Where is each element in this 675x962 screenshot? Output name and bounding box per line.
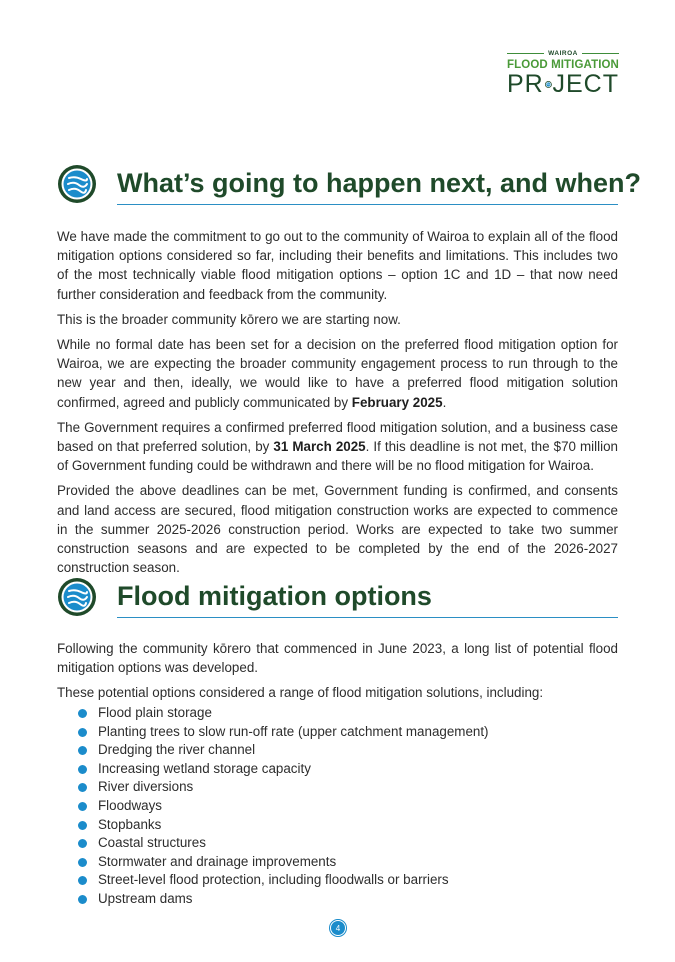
- list-item: Upstream dams: [78, 890, 489, 909]
- list-item: Dredging the river channel: [78, 741, 489, 760]
- section-heading-options: [57, 577, 618, 625]
- section-body-options: [57, 639, 618, 709]
- bullet-icon: [78, 821, 87, 830]
- list-item: Planting trees to slow run-off rate (upper catchment management): [78, 723, 489, 742]
- project-logo: [507, 50, 619, 97]
- heading-underline: [117, 204, 618, 205]
- list-item: Floodways: [78, 797, 489, 816]
- section-heading-next-steps: [57, 164, 641, 212]
- list-item: Stormwater and drainage improvements: [78, 853, 489, 872]
- paragraph: Provided the above deadlines can be met, Government funding is confirmed, and consents and land access are secured, flood mitigation construction works are expected to commence in the summer 2025-2026 construction period. Works are expected to take two summer construction seasons and are expected to be completed by the end of the 2026-2027 construction season.: [57, 483, 618, 576]
- bullet-icon: [78, 876, 87, 885]
- logo-project-text: PR JECT: [507, 70, 619, 98]
- bullet-icon: [78, 895, 87, 904]
- paragraph: This is the broader community kōrero we are starting now.: [57, 311, 401, 327]
- bullet-icon: [78, 858, 87, 867]
- section-title: Flood mitigation options: [117, 581, 432, 611]
- bullet-icon: [78, 709, 87, 718]
- river-icon: [57, 164, 97, 204]
- river-icon: [57, 577, 97, 617]
- options-list: [78, 704, 489, 909]
- paragraph: These potential options considered a range of flood mitigation solutions, including:: [57, 685, 544, 701]
- river-drop-icon: [545, 74, 552, 95]
- deadline-date: 31 March 2025: [273, 439, 366, 455]
- list-item: Coastal structures: [78, 834, 489, 853]
- list-item: Stopbanks: [78, 816, 489, 835]
- list-item: Flood plain storage: [78, 704, 489, 723]
- paragraph: While no formal date has been set for a decision on the preferred flood mitigation option for Wairoa, we are expecting the broader community engagement process to run through to the new year and then, ideally, we would like to have a preferred flood mitigation solution confirmed, agreed and publicly communicated by February 2025.: [57, 337, 618, 410]
- logo-wairoa-text: WAIROA: [548, 50, 578, 57]
- paragraph: The Government requires a confirmed preferred flood mitigation solution, and a business case based on that preferred solution, by 31 March 2025. If this deadline is not met, the $70 million of Government funding could be withdrawn and there will be no flood mitigation for Wairoa.: [57, 419, 618, 474]
- bullet-icon: [78, 802, 87, 811]
- page-number-label: 4: [331, 921, 345, 935]
- page-number: [329, 919, 347, 937]
- section-body-next-steps: [57, 227, 618, 583]
- section-title: What’s going to happen next, and when?: [117, 168, 641, 198]
- deadline-date: February 2025: [351, 394, 443, 410]
- logo-divider: [507, 53, 544, 54]
- list-item: Street-level flood protection, including floodwalls or barriers: [78, 871, 489, 890]
- list-item: Increasing wetland storage capacity: [78, 760, 489, 779]
- bullet-icon: [78, 765, 87, 774]
- bullet-icon: [78, 746, 87, 755]
- bullet-icon: [78, 783, 87, 792]
- list-item: River diversions: [78, 778, 489, 797]
- logo-divider: [582, 53, 619, 54]
- paragraph: Following the community kōrero that commenced in June 2023, a long list of potential flood mitigation options was developed.: [57, 641, 618, 676]
- paragraph: We have made the commitment to go out to the community of Wairoa to explain all of the flood mitigation options considered so far, including their benefits and limitations. This includes two of the most technically viable flood mitigation options – option 1C and 1D – that now need further consideration and feedback from the community.: [57, 229, 618, 302]
- bullet-icon: [78, 728, 87, 737]
- logo-flood-mitigation-text: FLOOD MITIGATION: [507, 59, 619, 71]
- heading-underline: [117, 617, 618, 618]
- bullet-icon: [78, 839, 87, 848]
